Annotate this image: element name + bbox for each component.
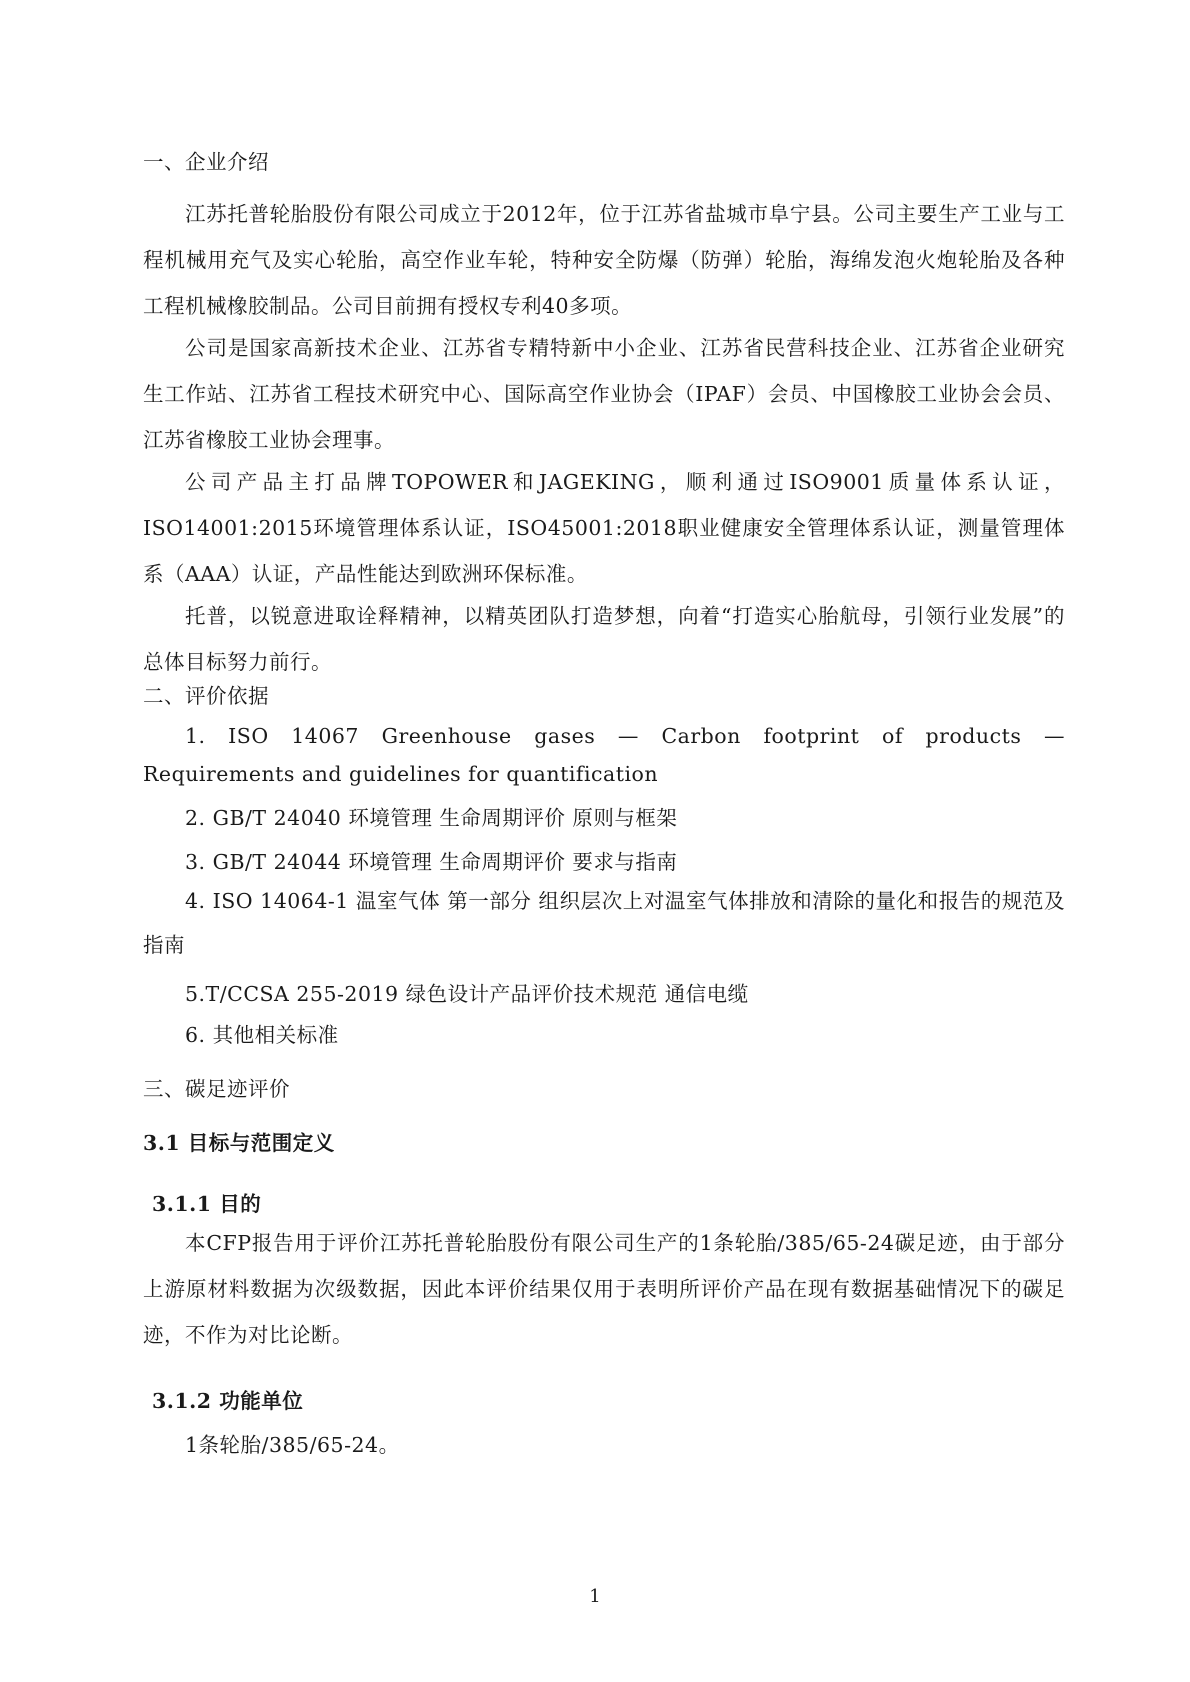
section1-paragraph-1: 江苏托普轮胎股份有限公司成立于2012年，位于江苏省盐城市阜宁县。公司主要生产工业与工程机械用充气及实心轮胎，高空作业车轮，特种安全防爆（防弹）轮胎，海绵发泡火炮轮胎及各种工程机械橡胶制品。公司目前拥有授权专利40多项。	[143, 202, 1065, 318]
section1-paragraph-2: 公司是国家高新技术企业、江苏省专精特新中小企业、江苏省民营科技企业、江苏省企业研究生工作站、江苏省工程技术研究中心、国际高空作业协会（IPAF）会员、中国橡胶工业协会会员、江苏省橡胶工业协会理事。	[143, 336, 1065, 452]
section1-heading: 一、企业介绍	[143, 150, 269, 174]
page-number: 1	[589, 1586, 601, 1607]
reference-item-4: 4. ISO 14064-1 温室气体 第一部分 组织层次上对温室气体排放和清除的量化和报告的规范及指南	[143, 889, 1065, 957]
section3-1-2-heading: 3.1.2 功能单位	[152, 1389, 304, 1413]
section3-1-1-text: 本CFP报告用于评价江苏托普轮胎股份有限公司生产的1条轮胎/385/65-24碳足迹，由于部分上游原材料数据为次级数据，因此本评价结果仅用于表明所评价产品在现有数据基础情况下的碳足迹，不作为对比论断。	[143, 1231, 1065, 1347]
section3-1-2-text: 1条轮胎/385/65-24。	[185, 1433, 400, 1457]
section1-paragraph-4: 托普，以锐意进取诠释精神，以精英团队打造梦想，向着“打造实心胎航母，引领行业发展”的总体目标努力前行。	[143, 604, 1065, 674]
reference-item-5: 5.T/CCSA 255-2019 绿色设计产品评价技术规范 通信电缆	[185, 982, 749, 1006]
reference-item-6: 6. 其他相关标准	[185, 1023, 339, 1047]
reference-item-2: 2. GB/T 24040 环境管理 生命周期评价 原则与框架	[185, 806, 678, 830]
section3-heading: 三、碳足迹评价	[143, 1077, 290, 1101]
section3-1-heading: 3.1 目标与范围定义	[143, 1131, 335, 1155]
section3-1-1-heading: 3.1.1 目的	[152, 1192, 262, 1216]
reference-item-3: 3. GB/T 24044 环境管理 生命周期评价 要求与指南	[185, 850, 678, 874]
reference-item-1: 1. ISO 14067 Greenhouse gases — Carbon footprint of products — Requirements and guidelines for quantification	[143, 724, 1065, 786]
section1-paragraph-3: 公司产品主打品牌TOPOWER和JAGEKING，顺利通过ISO9001质量体系认证，ISO14001:2015环境管理体系认证，ISO45001:2018职业健康安全管理体系认证，测量管理体系（AAA）认证，产品性能达到欧洲环保标准。	[143, 470, 1065, 586]
section2-heading: 二、评价依据	[143, 684, 269, 708]
